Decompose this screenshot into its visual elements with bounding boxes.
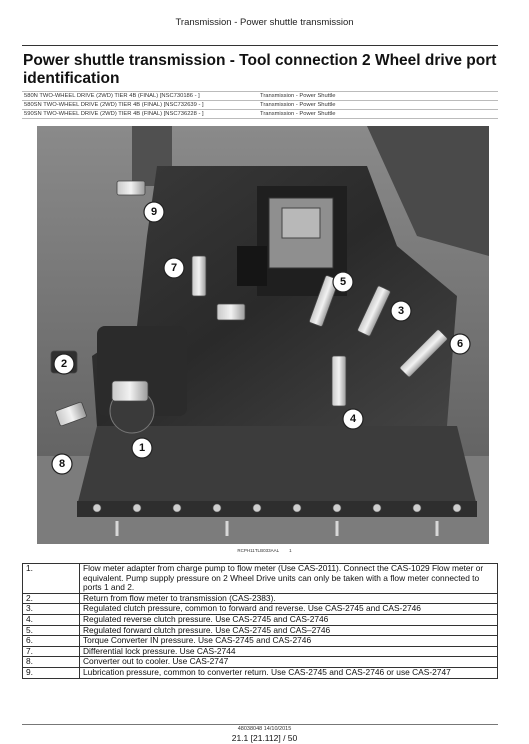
callout-3	[391, 301, 411, 321]
footer-page-number: 21.1 [21.112] / 50	[231, 733, 298, 743]
model-cell: 590SN TWO-WHEEL DRIVE (2WD) TIER 4B (FINAL) [NSC736228 - ]	[22, 110, 258, 119]
legend-text: Torque Converter IN pressure. Use CAS-2745 and CAS-2746	[80, 636, 498, 647]
callout-5	[333, 272, 353, 292]
legend-number: 3.	[23, 604, 80, 615]
legend-text: Regulated clutch pressure, common to forward and reverse. Use CAS-2745 and CAS-2746	[80, 604, 498, 615]
svg-text:8: 8	[58, 458, 66, 470]
legend-text: Flow meter adapter from charge pump to flow meter (Use CAS-2011). Connect the CAS-1029 Flow meter or equivalent. Pump supply pressure on 2 Wheel Drive units can only be taken with a flow meter connected to ports 1 and 2.	[80, 564, 498, 594]
section-cell: Transmission - Power Shuttle	[258, 92, 498, 101]
transmission-photo	[37, 126, 489, 544]
model-cell: 580N TWO-WHEEL DRIVE (2WD) TIER 4B (FINAL) [NSC730186 - ]	[22, 92, 258, 101]
legend-row	[23, 614, 498, 625]
legend-text: Regulated forward clutch pressure. Use CAS-2745 and CAS–2746	[80, 625, 498, 636]
legend-row	[23, 625, 498, 636]
callout-layer	[37, 126, 489, 544]
model-cell: 580SN TWO-WHEEL DRIVE (2WD) TIER 4B (FINAL) [NSC732639 - ]	[22, 101, 258, 110]
svg-text:2: 2	[60, 358, 68, 370]
legend-number: 5.	[23, 625, 80, 636]
legend-text: Differential lock pressure. Use CAS-2744	[80, 646, 498, 657]
legend-text: Converter out to cooler. Use CAS-2747	[80, 657, 498, 668]
page-title: Power shuttle transmission - Tool connection 2 Wheel drive port identification	[23, 52, 497, 87]
legend-row	[23, 646, 498, 657]
svg-text:1: 1	[138, 442, 146, 454]
running-header: Transmission - Power shuttle transmission	[175, 17, 354, 28]
legend-number: 1.	[23, 564, 80, 594]
legend-row	[23, 593, 498, 604]
callout-2	[54, 354, 74, 374]
callout-6	[450, 334, 470, 354]
applicability-row	[22, 110, 498, 119]
legend-number: 2.	[23, 593, 80, 604]
legend-text: Regulated reverse clutch pressure. Use CAS-2745 and CAS-2746	[80, 614, 498, 625]
legend-row	[23, 564, 498, 594]
legend-number: 8.	[23, 657, 80, 668]
callout-4	[343, 409, 363, 429]
figure-code: RCPH11TLB033AAL	[237, 548, 280, 553]
svg-text:5: 5	[339, 276, 347, 288]
legend-row	[23, 604, 498, 615]
svg-text:7: 7	[170, 262, 178, 274]
legend-row	[23, 636, 498, 647]
legend-number: 7.	[23, 646, 80, 657]
callout-1	[132, 438, 152, 458]
figure-number: 1	[289, 548, 292, 553]
footer-doc-code: 48038048 14/10/2015	[237, 726, 292, 732]
header-divider	[22, 45, 498, 46]
footer-divider	[22, 724, 498, 725]
legend-text: Lubrication pressure, common to converter return. Use CAS-2745 and CAS-2746 or use CAS-2747	[80, 667, 498, 678]
legend-row	[23, 657, 498, 668]
callout-8	[52, 454, 72, 474]
svg-text:4: 4	[349, 413, 357, 425]
section-cell: Transmission - Power Shuttle	[258, 110, 498, 119]
svg-text:3: 3	[397, 305, 405, 317]
applicability-table	[22, 91, 498, 119]
legend-number: 9.	[23, 667, 80, 678]
svg-text:6: 6	[456, 338, 464, 350]
legend-text: Return from flow meter to transmission (CAS-2383).	[80, 593, 498, 604]
legend-number: 6.	[23, 636, 80, 647]
legend-table	[22, 563, 498, 679]
section-cell: Transmission - Power Shuttle	[258, 101, 498, 110]
applicability-row	[22, 101, 498, 110]
callout-7	[164, 258, 184, 278]
legend-number: 4.	[23, 614, 80, 625]
figure-caption	[0, 548, 529, 553]
legend-row	[23, 667, 498, 678]
applicability-row	[22, 92, 498, 101]
svg-text:9: 9	[150, 206, 158, 218]
callout-9	[144, 202, 164, 222]
